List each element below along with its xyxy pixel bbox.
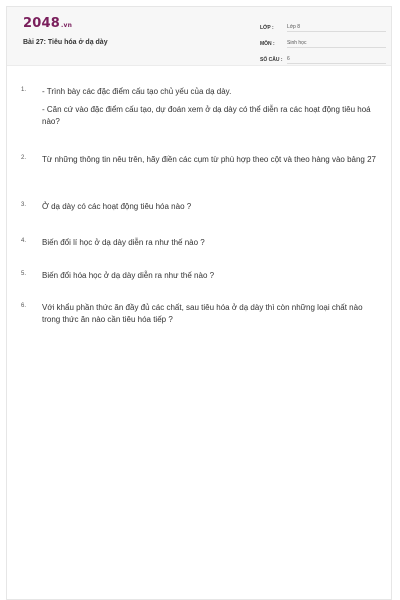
worksheet-header — [7, 7, 391, 66]
site-logo[interactable] — [23, 16, 72, 31]
meta-row-question-count — [260, 50, 386, 64]
question-line: Biến đổi hóa học ở dạ dày diễn ra như thế nào ? — [42, 271, 215, 280]
question-line: - Căn cứ vào đặc điểm cấu tạo, dự đoán xem ở dạ dày có thể diễn ra các hoạt động tiêu hoá nào? — [42, 105, 371, 126]
meta-row-subject — [260, 34, 386, 48]
question-text — [42, 270, 378, 288]
question-number: 6. — [21, 303, 27, 309]
question-line: Với khẩu phần thức ăn đầy đủ các chất, sau tiêu hóa ở dạ dày thì còn những loại chất nào trong thức ăn nào cần tiêu hóa tiếp ? — [42, 303, 363, 324]
question-number: 1. — [21, 87, 27, 93]
meta-row-class — [260, 18, 386, 32]
question-text — [42, 154, 378, 172]
question-line: - Trình bày các đặc điểm cấu tạo chủ yếu của dạ dày. — [42, 87, 232, 96]
logo-suffix: .vn — [60, 22, 73, 29]
question-text — [42, 86, 378, 134]
meta-value-question-count: 6 — [287, 56, 386, 64]
question-line: Biến đổi lí học ở dạ dày diễn ra như thế nào ? — [42, 238, 205, 247]
meta-label-question-count: SỐ CÂU : — [260, 57, 283, 63]
meta-info — [260, 18, 386, 66]
question-line: Ở dạ dày có các hoạt động tiêu hóa nào ? — [42, 202, 192, 211]
meta-value-subject: Sinh học — [287, 40, 386, 48]
question-line: Từ những thông tin nêu trên, hãy điền các cụm từ phù hợp theo cột và theo hàng vào bảng 27 — [42, 155, 376, 164]
meta-value-class: Lớp 8 — [287, 24, 386, 32]
lesson-title: Bài 27: Tiêu hóa ở dạ dày — [23, 39, 108, 46]
meta-label-subject: MÔN : — [260, 41, 275, 47]
question-number: 3. — [21, 202, 27, 208]
question-text — [42, 201, 378, 219]
question-number: 2. — [21, 155, 27, 161]
question-number: 5. — [21, 271, 27, 277]
meta-label-class: LỚP : — [260, 25, 274, 31]
worksheet — [6, 6, 392, 600]
logo-text: 2048 — [23, 16, 60, 31]
question-text — [42, 237, 378, 255]
question-number: 4. — [21, 238, 27, 244]
question-text — [42, 302, 378, 332]
